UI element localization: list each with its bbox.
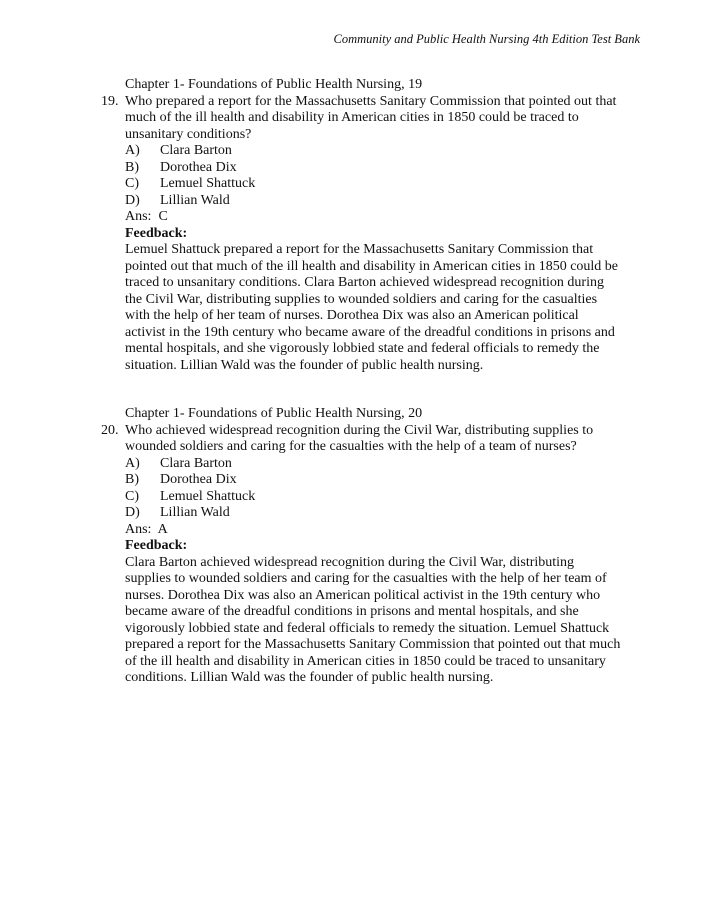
option-letter: A) <box>125 455 140 471</box>
stem-line: unsanitary conditions? <box>125 126 252 142</box>
question-number: 20. <box>101 422 119 438</box>
stem-line: Who achieved widespread recognition during the Civil War, distributing supplies to <box>125 422 594 438</box>
option-text: Dorothea Dix <box>160 159 237 175</box>
option-letter: A) <box>125 143 140 158</box>
option-c <box>0 489 713 506</box>
question-number: 19. <box>101 93 119 109</box>
feedback-label: Feedback: <box>125 225 188 241</box>
feedback-line: of the ill health and disability in American cities in 1850 could be traced to unsanitary <box>125 653 606 669</box>
option-b <box>0 160 713 177</box>
feedback-line: activist in the 19th century who became aware of the dreadful conditions in prisons and <box>125 324 615 340</box>
running-header: Community and Public Health Nursing 4th Edition Test Bank <box>333 32 640 46</box>
option-letter: B) <box>125 472 139 487</box>
stem-line: much of the ill health and disability in American cities in 1850 could be traced to <box>125 110 579 125</box>
option-letter: C) <box>125 176 139 191</box>
answer-key: Ans: A <box>125 521 168 537</box>
question-block <box>0 77 713 374</box>
chapter-reference: Chapter 1- Foundations of Public Health Nursing, 19 <box>125 77 423 92</box>
feedback-text <box>0 242 640 374</box>
feedback-line: nurses. Dorothea Dix was also an American political activist in the 19th century who <box>125 587 601 603</box>
option-text: Clara Barton <box>160 143 232 158</box>
feedback-text <box>0 555 640 687</box>
feedback-line: traced to unsanitary conditions. Clara Barton achieved widespread recognition during <box>125 275 604 290</box>
stem-line: Who prepared a report for the Massachusetts Sanitary Commission that pointed out that <box>125 93 617 109</box>
option-a <box>0 143 713 160</box>
feedback-line: supplies to wounded soldiers and caring for the casualties with the help of her team of <box>125 571 607 586</box>
feedback-line: conditions. Lillian Wald was the founder of public health nursing. <box>125 670 494 685</box>
feedback-line: Clara Barton achieved widespread recognition during the Civil War, distributing <box>125 554 575 570</box>
feedback-line: the Civil War, distributing supplies to wounded soldiers and caring for the casualties <box>125 291 598 307</box>
option-a <box>0 456 713 473</box>
option-text: Lemuel Shattuck <box>160 176 256 191</box>
option-letter: D) <box>125 505 140 520</box>
feedback-line: situation. Lillian Wald was the founder of public health nursing. <box>125 357 484 373</box>
feedback-line: mental hospitals, and she vigorously lobbied state and federal officials to remedy the <box>125 341 600 356</box>
option-letter: B) <box>125 159 139 175</box>
option-letter: C) <box>125 488 139 504</box>
feedback-line: with the help of her team of nurses. Dorothea Dix was also an American political <box>125 308 579 323</box>
option-text: Lillian Wald <box>160 192 230 208</box>
feedback-line: Lemuel Shattuck prepared a report for the Massachusetts Sanitary Commission that <box>125 242 594 257</box>
option-text: Lemuel Shattuck <box>160 488 256 504</box>
chapter-reference: Chapter 1- Foundations of Public Health Nursing, 20 <box>125 406 423 421</box>
option-c <box>0 176 713 193</box>
option-text: Clara Barton <box>160 455 232 471</box>
option-d <box>0 193 713 210</box>
option-text: Lillian Wald <box>160 505 230 520</box>
feedback-label: Feedback: <box>125 538 188 553</box>
option-text: Dorothea Dix <box>160 472 237 487</box>
answer-key: Ans: C <box>125 209 168 224</box>
feedback-line: pointed out that much of the ill health and disability in American cities in 1850 could be <box>125 258 619 274</box>
option-d <box>0 505 713 522</box>
stem-line: wounded soldiers and caring for the casualties with the help of a team of nurses? <box>125 439 577 454</box>
feedback-line: prepared a report for the Massachusetts Sanitary Commission that pointed out that much <box>125 637 621 652</box>
option-b <box>0 472 713 489</box>
question-block <box>0 406 713 687</box>
option-letter: D) <box>125 192 140 208</box>
feedback-line: vigorously lobbied state and federal officials to remedy the situation. Lemuel Shattuck <box>125 620 610 636</box>
feedback-line: became aware of the dreadful conditions in prisons and mental hospitals, and she <box>125 604 579 619</box>
